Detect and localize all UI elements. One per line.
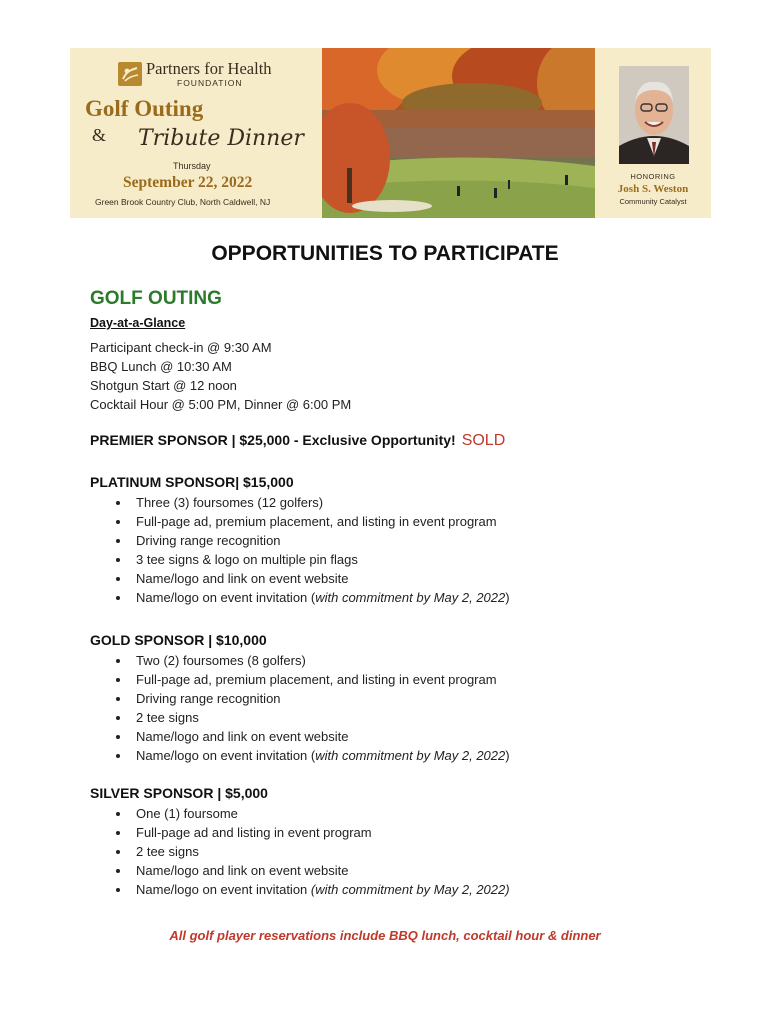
commitment-note: (with commitment by May 2, 2022) [310, 882, 510, 897]
schedule-item: Shotgun Start @ 12 noon [90, 378, 237, 393]
honoree-portrait [619, 66, 689, 164]
benefit-item: 2 tee signs [136, 708, 510, 727]
benefit-item: 2 tee signs [136, 842, 510, 861]
premier-sponsor-label: PREMIER SPONSOR | $25,000 - Exclusive Opportunity! [90, 432, 456, 448]
reservation-note: All golf player reservations include BBQ lunch, cocktail hour & dinner [169, 928, 601, 943]
banner-text-panel [70, 48, 322, 218]
benefit-item: Name/logo and link on event website [136, 569, 510, 588]
event-title-golf: Golf Outing [85, 96, 204, 121]
honoree-panel [595, 48, 711, 218]
benefit-item: Full-page ad, premium placement, and listing in event program [136, 670, 510, 689]
partners-logo-icon [118, 62, 142, 86]
honoring-label: HONORING [630, 172, 676, 181]
benefit-item: Full-page ad and listing in event program [136, 823, 510, 842]
honoree-role: Community Catalyst [619, 197, 687, 206]
benefit-item: Driving range recognition [136, 689, 510, 708]
commitment-note: with commitment by May 2, 2022 [315, 590, 506, 605]
event-date: September 22, 2022 [123, 174, 253, 191]
event-banner [70, 48, 711, 218]
platinum-benefits-list [136, 493, 510, 607]
sold-badge: SOLD [461, 432, 506, 449]
logo-name: Partners for Health [146, 59, 272, 78]
platinum-sponsor-heading: PLATINUM SPONSOR| $15,000 [90, 474, 294, 490]
golf-course-photo [322, 48, 595, 218]
premier-sponsor-heading [90, 432, 505, 450]
schedule-item: BBQ Lunch @ 10:30 AM [90, 359, 232, 374]
silver-sponsor-heading: SILVER SPONSOR | $5,000 [90, 785, 268, 801]
benefit-item: Name/logo and link on event website [136, 861, 510, 880]
schedule-item: Participant check-in @ 9:30 AM [90, 340, 272, 355]
page-title: OPPORTUNITIES TO PARTICIPATE [211, 242, 559, 265]
gold-sponsor-heading: GOLD SPONSOR | $10,000 [90, 632, 267, 648]
event-day: Thursday [173, 161, 211, 171]
benefit-item-invitation [136, 588, 510, 607]
benefit-text: Name/logo on event invitation ( [136, 748, 316, 763]
gold-benefits-list [136, 651, 510, 765]
benefit-item-invitation [136, 746, 510, 765]
benefit-item: Driving range recognition [136, 531, 510, 550]
benefit-item: Full-page ad, premium placement, and listing in event program [136, 512, 510, 531]
honoree-name: Josh S. Weston [617, 183, 689, 195]
commitment-note: with commitment by May 2, 2022 [315, 748, 506, 763]
event-title-dinner: Tribute Dinner [138, 126, 304, 151]
benefit-item: One (1) foursome [136, 804, 510, 823]
silver-benefits-list [136, 804, 510, 899]
schedule-list [90, 338, 351, 414]
benefit-item: Three (3) foursomes (12 golfers) [136, 493, 510, 512]
benefit-item: Two (2) foursomes (8 golfers) [136, 651, 510, 670]
logo-subtitle: FOUNDATION [177, 78, 243, 88]
benefit-text-close: ) [505, 748, 510, 763]
golf-outing-heading: GOLF OUTING [90, 288, 222, 309]
benefit-item-invitation [136, 880, 510, 899]
schedule-item: Cocktail Hour @ 5:00 PM, Dinner @ 6:00 PM [90, 397, 352, 412]
benefit-item: 3 tee signs & logo on multiple pin flags [136, 550, 510, 569]
benefit-text-close: ) [505, 590, 510, 605]
benefit-item: Name/logo and link on event website [136, 727, 510, 746]
event-ampersand: & [92, 125, 107, 145]
event-venue: Green Brook Country Club, North Caldwell, NJ [95, 197, 271, 207]
day-at-a-glance-label: Day-at-a-Glance [90, 316, 186, 330]
benefit-text: Name/logo on event invitation [136, 882, 311, 897]
benefit-text: Name/logo on event invitation ( [136, 590, 316, 605]
